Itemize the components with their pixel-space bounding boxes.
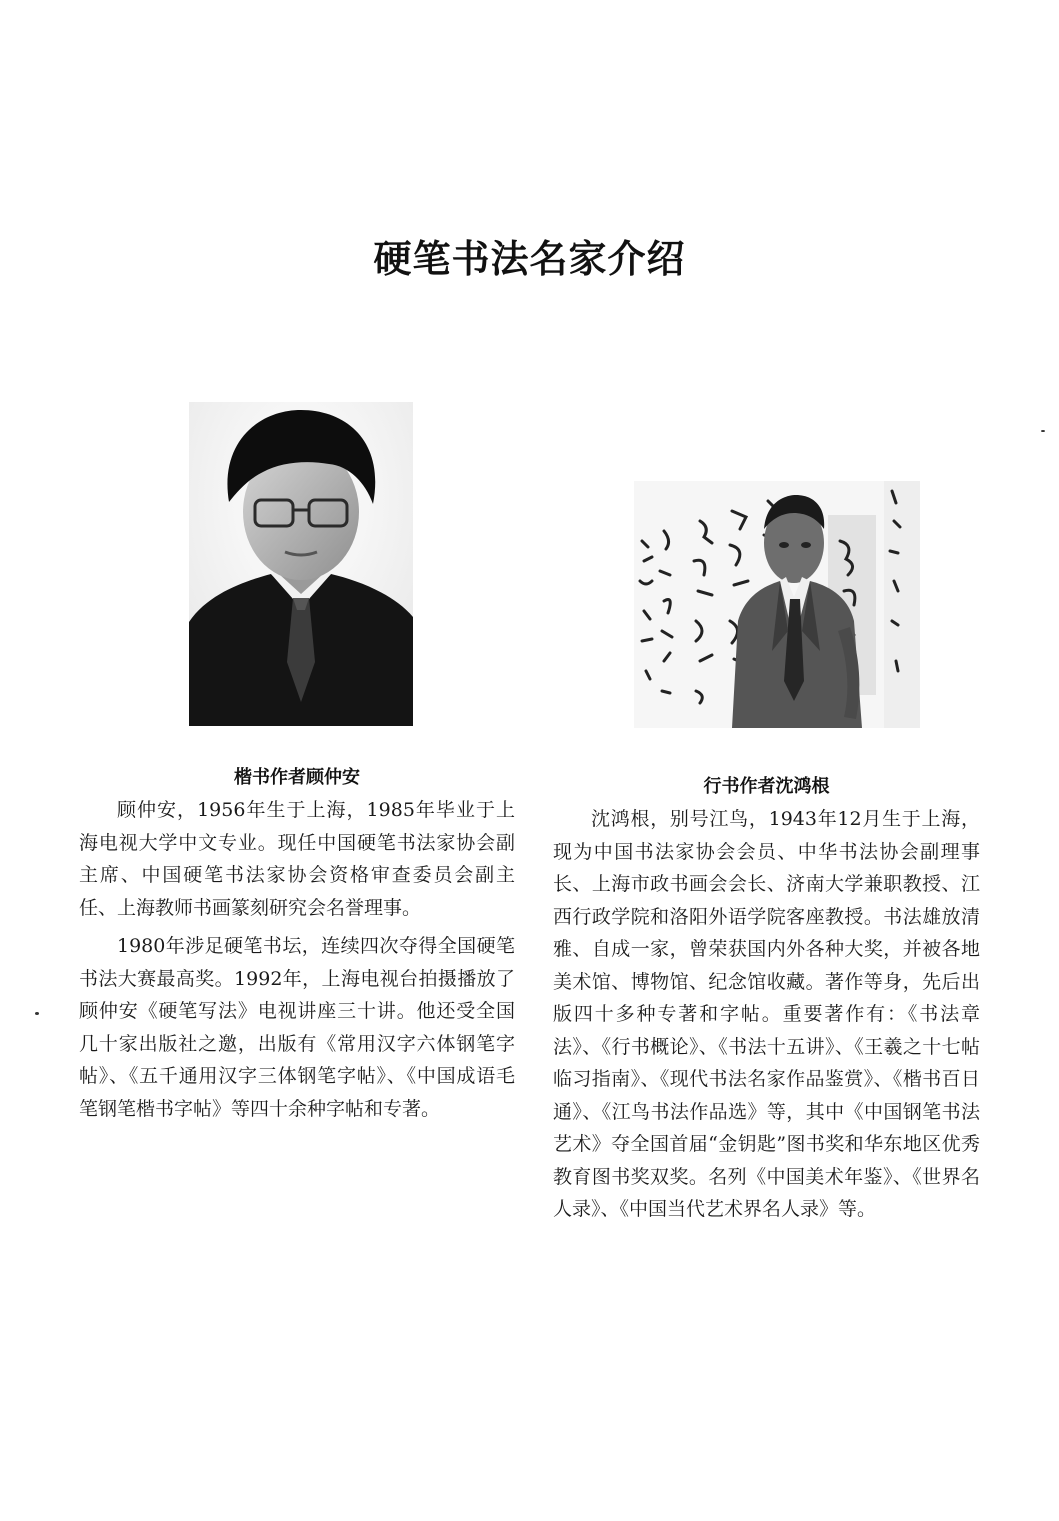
bio-paragraph: 1980年涉足硬笔书坛，连续四次夺得全国硬笔书法大赛最高奖。1992年，上海电视台拍摄播放了顾仲安《硬笔写法》电视讲座三十讲。他还受全国几十家出版社之邀，出版有《常用汉字六体钢笔字帖》、《五千通用汉字三体钢笔字帖》、《中国成语毛笔钢笔楷书字帖》等四十余种字帖和专著。 — [79, 935, 515, 1120]
caption-shen-honggen: 行书作者沈鸿根 — [703, 776, 830, 797]
portrait-photo-gu-zhongan — [189, 402, 413, 726]
portrait-illustration — [634, 481, 920, 728]
profile-shen-honggen — [553, 773, 980, 1226]
profile-gu-zhongan — [79, 764, 515, 1125]
portrait-illustration — [189, 402, 413, 726]
page-title: 硬笔书法名家介绍 — [373, 237, 686, 281]
scan-speck — [1041, 430, 1045, 432]
scan-speck — [35, 1012, 39, 1015]
caption-gu-zhongan: 楷书作者顾仲安 — [234, 767, 360, 788]
bio-paragraph: 沈鸿根，别号江鸟，1943年12月生于上海，现为中国书法家协会会员、中华书法协会副理事长、上海市政书画会会长、济南大学兼职教授、江西行政学院和洛阳外语学院客座教授。书法雄放清雅、自成一家，曾荣获国内外各种大奖，并被各地美术馆、博物馆、纪念馆收藏。著作等身，先后出版四十多种专著和字帖。重要著作有：《书法章法》、《行书概论》、《书法十五讲》、《王羲之十七帖临习指南》、《现代书法名家作品鉴赏》、《楷书百日通》、《江鸟书法作品选》等，其中《中国钢笔书法艺术》夺全国首届“金钥匙”图书奖和华东地区优秀教育图书奖双奖。名列《中国美术年鉴》、《世界名人录》、《中国当代艺术界名人录》等。 — [553, 808, 980, 1220]
bio-paragraph: 顾仲安，1956年生于上海，1985年毕业于上海电视大学中文专业。现任中国硬笔书法家协会副主席、中国硬笔书法家协会资格审查委员会副主任、上海教师书画篆刻研究会名誉理事。 — [79, 799, 515, 919]
portrait-photo-shen-honggen — [634, 481, 920, 728]
